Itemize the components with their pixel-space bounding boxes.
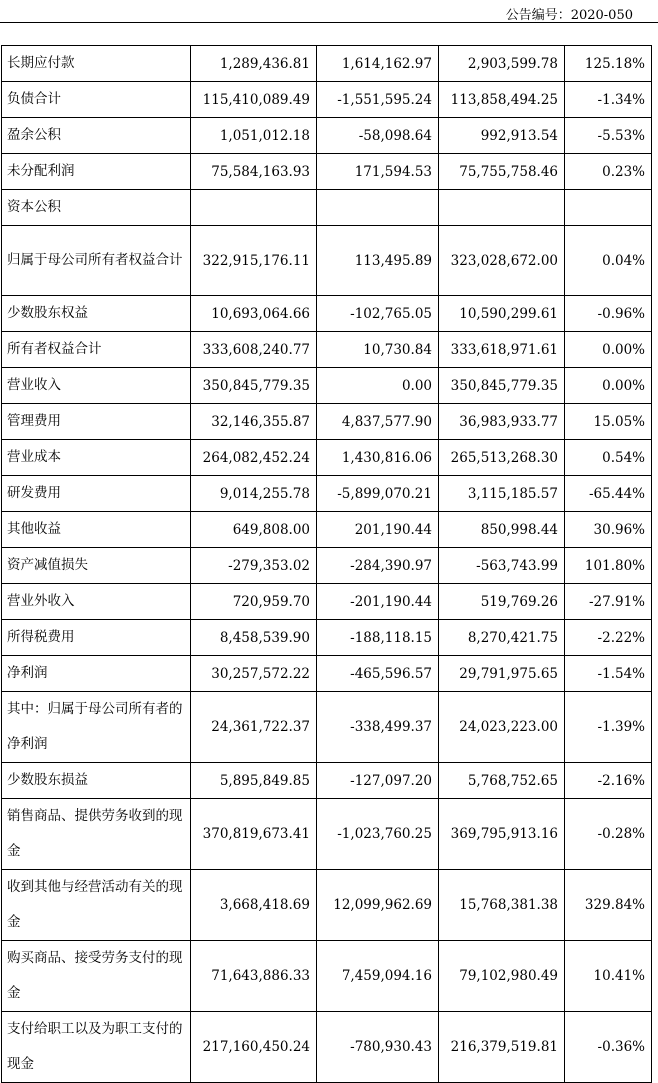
value-before-cell: 1,289,436.81 (191, 46, 317, 82)
value-after-cell: 333,618,971.61 (439, 332, 565, 368)
value-before-cell: 3,668,418.69 (191, 870, 317, 941)
item-name-cell: 购买商品、接受劳务支付的现金 (2, 941, 191, 1012)
adjustment-cell: 1,430,816.06 (317, 440, 439, 476)
value-before-cell: 370,819,673.41 (191, 799, 317, 870)
value-after-cell: -563,743.99 (439, 548, 565, 584)
change-rate-cell: -27.91% (565, 584, 652, 620)
value-after-cell: 36,983,933.77 (439, 404, 565, 440)
item-name-cell: 所得税费用 (2, 620, 191, 656)
table-row (2, 763, 652, 799)
change-rate-cell: -1.39% (565, 692, 652, 763)
change-rate-cell: 125.18% (565, 46, 652, 82)
value-after-cell: 10,590,299.61 (439, 296, 565, 332)
item-name-cell: 支付给职工以及为职工支付的现金 (2, 1012, 191, 1083)
item-name-cell: 营业外收入 (2, 584, 191, 620)
value-after-cell: 369,795,913.16 (439, 799, 565, 870)
item-name-cell: 资本公积 (2, 190, 191, 226)
table-row (2, 620, 652, 656)
value-after-cell: 75,755,758.46 (439, 154, 565, 190)
adjustment-cell: -1,551,595.24 (317, 82, 439, 118)
table-row (2, 154, 652, 190)
item-name-cell: 少数股东权益 (2, 296, 191, 332)
change-rate-cell: 0.04% (565, 226, 652, 296)
item-name-cell: 净利润 (2, 656, 191, 692)
value-after-cell: 113,858,494.25 (439, 82, 565, 118)
item-name-cell: 未分配利润 (2, 154, 191, 190)
adjustment-cell: -58,098.64 (317, 118, 439, 154)
value-before-cell: 264,082,452.24 (191, 440, 317, 476)
change-rate-cell: -1.34% (565, 82, 652, 118)
change-rate-cell: 10.41% (565, 941, 652, 1012)
table-row (2, 440, 652, 476)
adjustment-cell (317, 190, 439, 226)
announcement-number: 公告编号：2020-050 (505, 8, 633, 23)
table-row (2, 548, 652, 584)
value-after-cell: 24,023,223.00 (439, 692, 565, 763)
value-before-cell: 71,643,886.33 (191, 941, 317, 1012)
item-name-cell: 所有者权益合计 (2, 332, 191, 368)
table-row (2, 799, 652, 870)
financial-adjustment-table (1, 45, 652, 1083)
value-before-cell: 9,014,255.78 (191, 476, 317, 512)
value-after-cell: 992,913.54 (439, 118, 565, 154)
item-name-cell: 管理费用 (2, 404, 191, 440)
change-rate-cell: -0.96% (565, 296, 652, 332)
table-row (2, 296, 652, 332)
adjustment-cell: 4,837,577.90 (317, 404, 439, 440)
adjustment-cell: -465,596.57 (317, 656, 439, 692)
value-after-cell: 5,768,752.65 (439, 763, 565, 799)
value-before-cell: 720,959.70 (191, 584, 317, 620)
table-row (2, 190, 652, 226)
item-name-cell: 归属于母公司所有者权益合计 (2, 226, 191, 296)
table-row (2, 368, 652, 404)
adjustment-cell: 12,099,962.69 (317, 870, 439, 941)
table-row (2, 512, 652, 548)
adjustment-cell: -1,023,760.25 (317, 799, 439, 870)
change-rate-cell: -5.53% (565, 118, 652, 154)
table-row (2, 941, 652, 1012)
value-after-cell: 2,903,599.78 (439, 46, 565, 82)
value-after-cell: 3,115,185.57 (439, 476, 565, 512)
change-rate-cell: 0.00% (565, 332, 652, 368)
change-rate-cell: -2.16% (565, 763, 652, 799)
item-name-cell: 长期应付款 (2, 46, 191, 82)
adjustment-cell: -127,097.20 (317, 763, 439, 799)
adjustment-cell: -284,390.97 (317, 548, 439, 584)
value-before-cell: 115,410,089.49 (191, 82, 317, 118)
table-row (2, 692, 652, 763)
change-rate-cell: 0.23% (565, 154, 652, 190)
table-row (2, 118, 652, 154)
value-before-cell: 333,608,240.77 (191, 332, 317, 368)
value-after-cell: 850,998.44 (439, 512, 565, 548)
adjustment-cell: -188,118.15 (317, 620, 439, 656)
value-before-cell: 30,257,572.22 (191, 656, 317, 692)
value-after-cell: 8,270,421.75 (439, 620, 565, 656)
change-rate-cell: 0.00% (565, 368, 652, 404)
value-before-cell: 217,160,450.24 (191, 1012, 317, 1083)
adjustment-cell: 0.00 (317, 368, 439, 404)
change-rate-cell: 0.54% (565, 440, 652, 476)
value-before-cell: 649,808.00 (191, 512, 317, 548)
adjustment-cell: 7,459,094.16 (317, 941, 439, 1012)
adjustment-cell: 171,594.53 (317, 154, 439, 190)
value-after-cell: 15,768,381.38 (439, 870, 565, 941)
adjustment-cell: 113,495.89 (317, 226, 439, 296)
adjustment-cell: -201,190.44 (317, 584, 439, 620)
item-name-cell: 研发费用 (2, 476, 191, 512)
adjustment-cell: -102,765.05 (317, 296, 439, 332)
value-before-cell: 75,584,163.93 (191, 154, 317, 190)
value-after-cell: 216,379,519.81 (439, 1012, 565, 1083)
value-before-cell (191, 190, 317, 226)
change-rate-cell: 101.80% (565, 548, 652, 584)
change-rate-cell: 15.05% (565, 404, 652, 440)
change-rate-cell: -65.44% (565, 476, 652, 512)
item-name-cell: 其他收益 (2, 512, 191, 548)
value-before-cell: 5,895,849.85 (191, 763, 317, 799)
change-rate-cell (565, 190, 652, 226)
adjustment-cell: -5,899,070.21 (317, 476, 439, 512)
table-row (2, 82, 652, 118)
value-before-cell: 1,051,012.18 (191, 118, 317, 154)
change-rate-cell: 329.84% (565, 870, 652, 941)
page-header (0, 0, 658, 26)
value-before-cell: 24,361,722.37 (191, 692, 317, 763)
adjustment-cell: -338,499.37 (317, 692, 439, 763)
value-after-cell: 79,102,980.49 (439, 941, 565, 1012)
table-row (2, 226, 652, 296)
value-after-cell: 350,845,779.35 (439, 368, 565, 404)
value-before-cell: 350,845,779.35 (191, 368, 317, 404)
header-rule (0, 22, 658, 23)
change-rate-cell: -2.22% (565, 620, 652, 656)
change-rate-cell: -1.54% (565, 656, 652, 692)
table-row (2, 1012, 652, 1083)
value-before-cell: 322,915,176.11 (191, 226, 317, 296)
value-after-cell: 323,028,672.00 (439, 226, 565, 296)
table-row (2, 46, 652, 82)
value-after-cell: 265,513,268.30 (439, 440, 565, 476)
item-name-cell: 营业收入 (2, 368, 191, 404)
value-before-cell: -279,353.02 (191, 548, 317, 584)
value-after-cell: 29,791,975.65 (439, 656, 565, 692)
adjustment-cell: 10,730.84 (317, 332, 439, 368)
adjustment-cell: -780,930.43 (317, 1012, 439, 1083)
table-row (2, 870, 652, 941)
item-name-cell: 负债合计 (2, 82, 191, 118)
adjustment-cell: 1,614,162.97 (317, 46, 439, 82)
change-rate-cell: -0.28% (565, 799, 652, 870)
value-after-cell (439, 190, 565, 226)
adjustment-cell: 201,190.44 (317, 512, 439, 548)
table-row (2, 476, 652, 512)
table-row (2, 656, 652, 692)
value-before-cell: 8,458,539.90 (191, 620, 317, 656)
value-before-cell: 10,693,064.66 (191, 296, 317, 332)
item-name-cell: 其中：归属于母公司所有者的净利润 (2, 692, 191, 763)
value-after-cell: 519,769.26 (439, 584, 565, 620)
value-before-cell: 32,146,355.87 (191, 404, 317, 440)
table-row (2, 332, 652, 368)
item-name-cell: 销售商品、提供劳务收到的现金 (2, 799, 191, 870)
item-name-cell: 少数股东损益 (2, 763, 191, 799)
change-rate-cell: 30.96% (565, 512, 652, 548)
item-name-cell: 资产减值损失 (2, 548, 191, 584)
item-name-cell: 营业成本 (2, 440, 191, 476)
item-name-cell: 收到其他与经营活动有关的现金 (2, 870, 191, 941)
change-rate-cell: -0.36% (565, 1012, 652, 1083)
item-name-cell: 盈余公积 (2, 118, 191, 154)
table-body (2, 46, 652, 1083)
table-row (2, 404, 652, 440)
table-row (2, 584, 652, 620)
